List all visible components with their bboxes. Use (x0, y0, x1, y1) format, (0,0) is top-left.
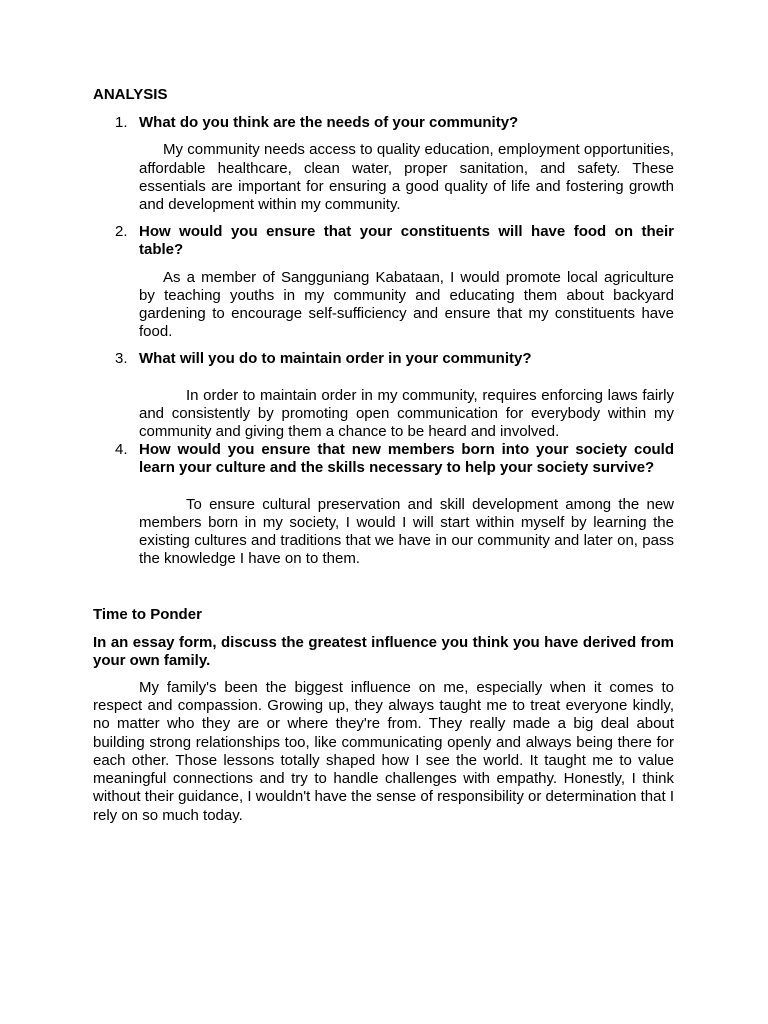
answer-4: To ensure cultural preservation and skill development among the new members born in my society, I would I will start within myself by learning the existing cultures and traditions that we have in our community and later on, pass the knowledge I have on to them. (139, 495, 674, 568)
ponder-heading: Time to Ponder (93, 606, 202, 624)
question-3: What will you do to maintain order in your community? (139, 350, 532, 368)
document-page (93, 86, 674, 825)
item-number: 3. (115, 350, 128, 368)
analysis-item-3 (93, 350, 674, 441)
analysis-item-4 (93, 441, 674, 568)
question-1: What do you think are the needs of your community? (139, 114, 519, 132)
essay-prompt: In an essay form, discuss the greatest influence you think you have derived from your own family. (93, 633, 674, 669)
question-2: How would you ensure that your constituents will have food on their table? (139, 223, 674, 259)
analysis-item-1 (93, 114, 674, 214)
question-4: How would you ensure that new members born into your society could learn your culture and the skills necessary to help your society survive? (139, 441, 674, 477)
answer-2: As a member of Sangguniang Kabataan, I would promote local agriculture by teaching youths in my community and educating them about backyard gardening to encourage self-sufficiency and ensure that my constituents have food. (139, 268, 674, 341)
essay-body: My family's been the biggest influence on me, especially when it comes to respect and compassion. Growing up, they always taught me to treat everyone kindly, no matter who they are or where they're from. They really made a big deal about building strong relationships too, like communicating openly and always being there for each other. Those lessons totally shaped how I see the world. It taught me to value meaningful connections and try to handle challenges with empathy. Honestly, I think without their guidance, I wouldn't have the sense of responsibility or determination that I rely on so much today. (93, 679, 674, 824)
answer-1: My community needs access to quality education, employment opportunities, affordable healthcare, clean water, proper sanitation, and safety. These essentials are important for ensuring a good quality of life and fostering growth and development within my community. (139, 141, 674, 214)
item-number: 4. (115, 441, 128, 459)
analysis-heading: ANALYSIS (93, 86, 168, 103)
item-number: 1. (115, 114, 128, 132)
analysis-item-2 (93, 223, 674, 341)
item-number: 2. (115, 223, 128, 241)
answer-3: In order to maintain order in my community, requires enforcing laws fairly and consistently by promoting open communication for everybody within my community and giving them a chance to be heard and involved. (139, 386, 674, 441)
